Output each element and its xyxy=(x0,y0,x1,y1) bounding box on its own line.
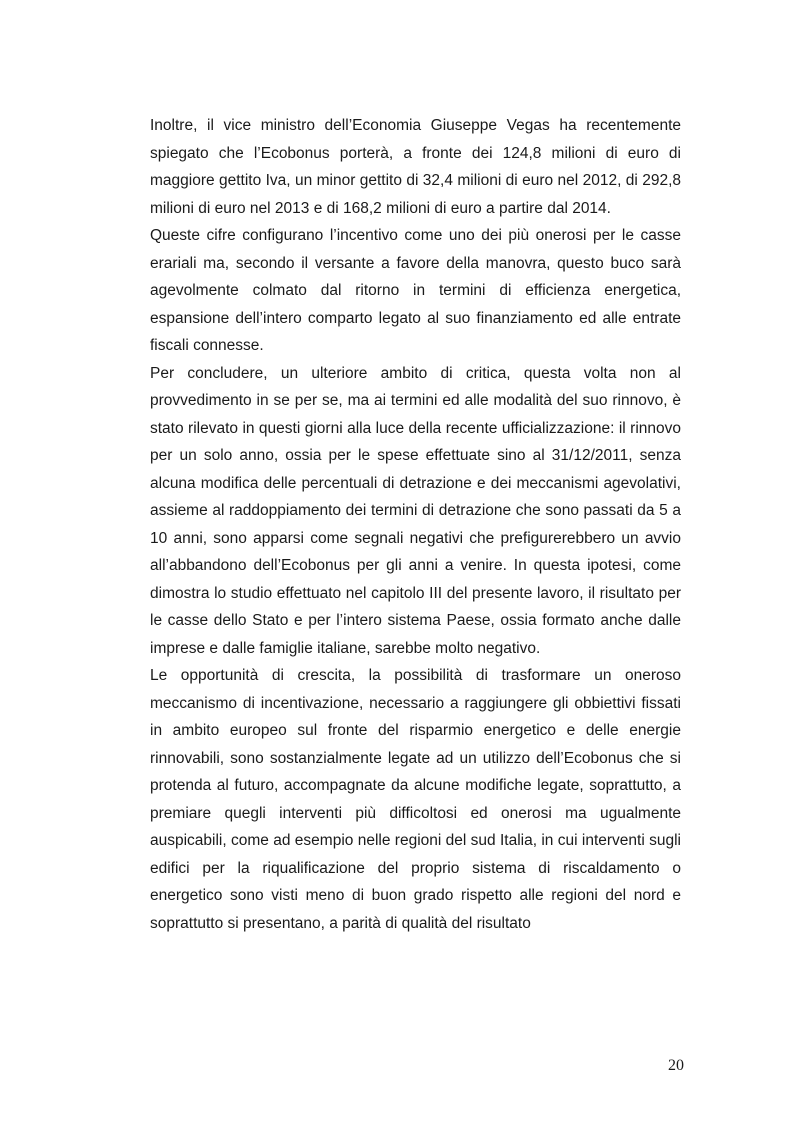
paragraph-ecobonus-costs: Inoltre, il vice ministro dell’Economia Giuseppe Vegas ha recentemente spiegato che l’Ecobonus porterà, a fronte dei 124,8 milioni di euro di maggiore gettito Iva, un minor gettito di 32,4 milioni di euro nel 2012, di 292,8 milioni di euro nel 2013 e di 168,2 milioni di euro a partire dal 2014. xyxy=(150,117,681,217)
body-text xyxy=(150,112,681,937)
paragraph-fiscal-impact: Queste cifre configurano l’incentivo come uno dei più onerosi per le casse erariali ma, secondo il versante a favore della manovra, questo buco sarà agevolmente colmato dal ritorno in termini di efficienza energetica, espansione dell’intero comparto legato al suo finanziamento ed alle entrate fiscali connesse. xyxy=(150,227,681,354)
page-number: 20 xyxy=(668,1057,684,1074)
paragraph-renewal-criticism: Per concludere, un ulteriore ambito di critica, questa volta non al provvedimento in se per se, ma ai termini ed alle modalità del suo rinnovo, è stato rilevato in questi giorni alla luce della recente ufficializzazione: il rinnovo per un solo anno, ossia per le spese effettuate sino al 31/12/2011, senza alcuna modifica delle percentuali di detrazione e dei meccanismi agevolativi, assieme al raddoppiamento dei termini di detrazione che sono passati da 5 a 10 anni, sono apparsi come segnali negativi che prefigurerebbero un avvio all’abbandono dell’Ecobonus per gli anni a venire. In questa ipotesi, come dimostra lo studio effettuato nel capitolo III del presente lavoro, il risultato per le casse dello Stato e per l’intero sistema Paese, ossia formato anche dalle imprese e dalle famiglie italiane, sarebbe molto negativo. xyxy=(150,364,681,657)
paragraph-growth-opportunities: Le opportunità di crescita, la possibilità di trasformare un oneroso meccanismo di incentivazione, necessario a raggiungere gli obbiettivi fissati in ambito europeo sul fronte del risparmio energetico e delle energie rinnovabili, sono sostanzialmente legate ad un utilizzo dell’Ecobonus che si protenda al futuro, accompagnate da alcune modifiche legate, soprattutto, a premiare quegli interventi più difficoltosi ed onerosi ma ugualmente auspicabili, come ad esempio nelle regioni del sud Italia, in cui interventi sugli edifici per la riqualificazione del proprio sistema di riscaldamento o energetico sono visti meno di buon grado rispetto alle regioni del nord e soprattutto si presentano, a parità di qualità del risultato xyxy=(150,667,681,932)
